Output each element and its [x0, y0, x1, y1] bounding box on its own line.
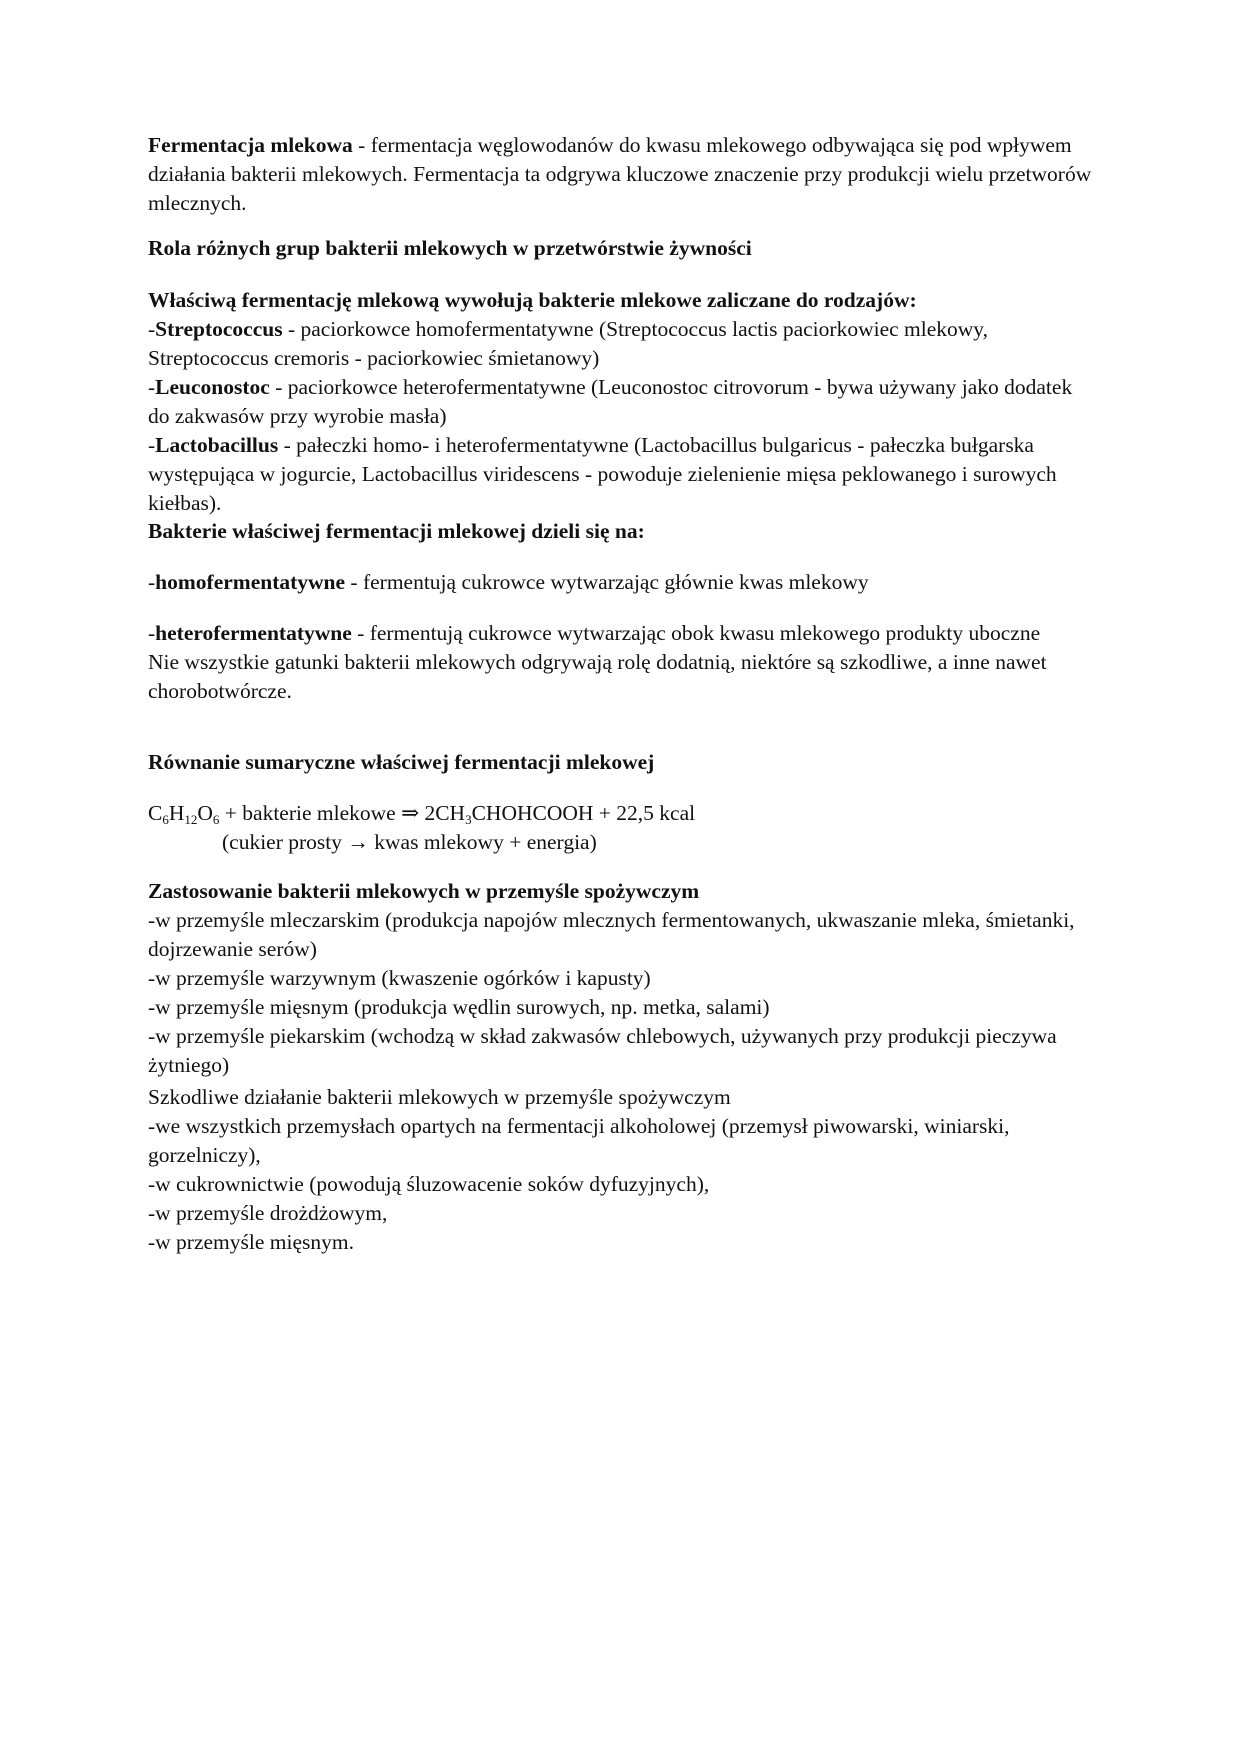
hetero-section [148, 619, 1098, 706]
genus-desc: - pałeczki homo- i heterofermentatywne (Lactobacillus bulgaricus - pałeczka bułgarska występująca w jogurcie, Lactobacillus viridescens - powoduje zielenienie mięsa peklowanego i surowych kiełbas). [148, 433, 1057, 515]
homo-desc: - fermentują cukrowce wytwarzając głównie kwas mlekowy [345, 570, 869, 594]
genus-name: Streptococcus [155, 317, 283, 341]
genus-name: Leuconostoc [155, 375, 270, 399]
hetero-desc: - fermentują cukrowce wytwarzając obok kwasu mlekowego produkty uboczne [351, 621, 1041, 645]
homo-name: homofermentatywne [155, 570, 346, 594]
harmful-item: -w cukrownictwie (powodują śluzowacenie soków dyfuzyjnych), [148, 1172, 710, 1196]
genus-item-streptococcus: -Streptococcus - paciorkowce homofermentatywne (Streptococcus lactis paciorkowiec mlekowy, Streptococcus cremoris - paciorkowiec śmietanowy) [148, 317, 989, 370]
genus-name: Lactobacillus [155, 433, 279, 457]
application-item: -w przemyśle mleczarskim (produkcja napojów mlecznych fermentowanych, ukwaszanie mleka, śmietanki, dojrzewanie serów) [148, 908, 1075, 961]
harmful-item: -w przemyśle mięsnym. [148, 1230, 354, 1254]
homo-item: -homofermentatywne - fermentują cukrowce wytwarzając głównie kwas mlekowy [148, 570, 869, 594]
heading-equation [148, 748, 1098, 777]
heading-genera: Właściwą fermentację mlekową wywołują bakterie mlekowe zaliczane do rodzajów: [148, 288, 917, 312]
equation-block [148, 799, 1098, 857]
not-all-note: Nie wszystkie gatunki bakterii mlekowych odgrywają rolę dodatnią, niektóre są szkodliwe, a inne nawet chorobotwórcze. [148, 650, 1047, 703]
genus-desc: - paciorkowce homofermentatywne (Streptococcus lactis paciorkowiec mlekowy, Streptococcus cremoris - paciorkowiec śmietanowy) [148, 317, 989, 370]
genus-desc: - paciorkowce heterofermentatywne (Leuconostoc citrovorum - bywa używany jako dodatek do zakwasów przy wyrobie masła) [148, 375, 1073, 428]
heading-division [148, 517, 1098, 546]
intro-definition: - fermentacja węglowodanów do kwasu mlekowego odbywająca się pod wpływem działania bakterii mlekowych. Fermentacja ta odgrywa kluczowe znaczenie przy produkcji wielu przetworów mlecznych. [148, 133, 1092, 215]
intro-paragraph [148, 131, 1098, 218]
genus-item-leuconostoc: -Leuconostoc - paciorkowce heterofermentatywne (Leuconostoc citrovorum - bywa używany jako dodatek do zakwasów przy wyrobie masła) [148, 375, 1073, 428]
application-item: -w przemyśle warzywnym (kwaszenie ogórków i kapusty) [148, 966, 651, 990]
hetero-item: -heterofermentatywne - fermentują cukrowce wytwarzając obok kwasu mlekowego produkty uboczne [148, 621, 1041, 645]
heading-equation-text: Równanie sumaryczne właściwej fermentacji mlekowej [148, 750, 655, 774]
intro-term: Fermentacja mlekowa [148, 133, 353, 157]
genus-item-lactobacillus: -Lactobacillus - pałeczki homo- i heterofermentatywne (Lactobacillus bulgaricus - pałeczka bułgarska występująca w jogurcie, Lactobacillus viridescens - powoduje zielenienie mięsa peklowanego i surowych kiełbas). [148, 433, 1057, 515]
heading-applications: Zastosowanie bakterii mlekowych w przemyśle spożywczym [148, 879, 700, 903]
genera-section [148, 286, 1098, 518]
harmful-item: -we wszystkich przemysłach opartych na fermentacji alkoholowej (przemysł piwowarski, winiarski, gorzelniczy), [148, 1114, 1010, 1167]
applications-section [148, 877, 1098, 1080]
harmful-section [148, 1083, 1098, 1257]
application-item: -w przemyśle mięsnym (produkcja wędlin surowych, np. metka, salami) [148, 995, 770, 1019]
heading-role-text: Rola różnych grup bakterii mlekowych w przetwórstwie żywności [148, 236, 752, 260]
equation-explanation: (cukier prosty → kwas mlekowy + energia) [222, 830, 597, 854]
application-item: -w przemyśle piekarskim (wchodzą w skład zakwasów chlebowych, używanych przy produkcji pieczywa żytniego) [148, 1024, 1057, 1077]
hetero-name: heterofermentatywne [155, 621, 352, 645]
equation-line: $C_6H_{12}O_6$ + bakterie mlekowe ⇒ $2CH_3CHOHCOOH + 22,5$ kcal [148, 801, 696, 827]
heading-role [148, 234, 1098, 263]
heading-division-text: Bakterie właściwej fermentacji mlekowej dzieli się na: [148, 519, 645, 543]
heading-harmful: Szkodliwe działanie bakterii mlekowych w przemyśle spożywczym [148, 1085, 731, 1109]
harmful-item: -w przemyśle drożdżowym, [148, 1201, 388, 1225]
